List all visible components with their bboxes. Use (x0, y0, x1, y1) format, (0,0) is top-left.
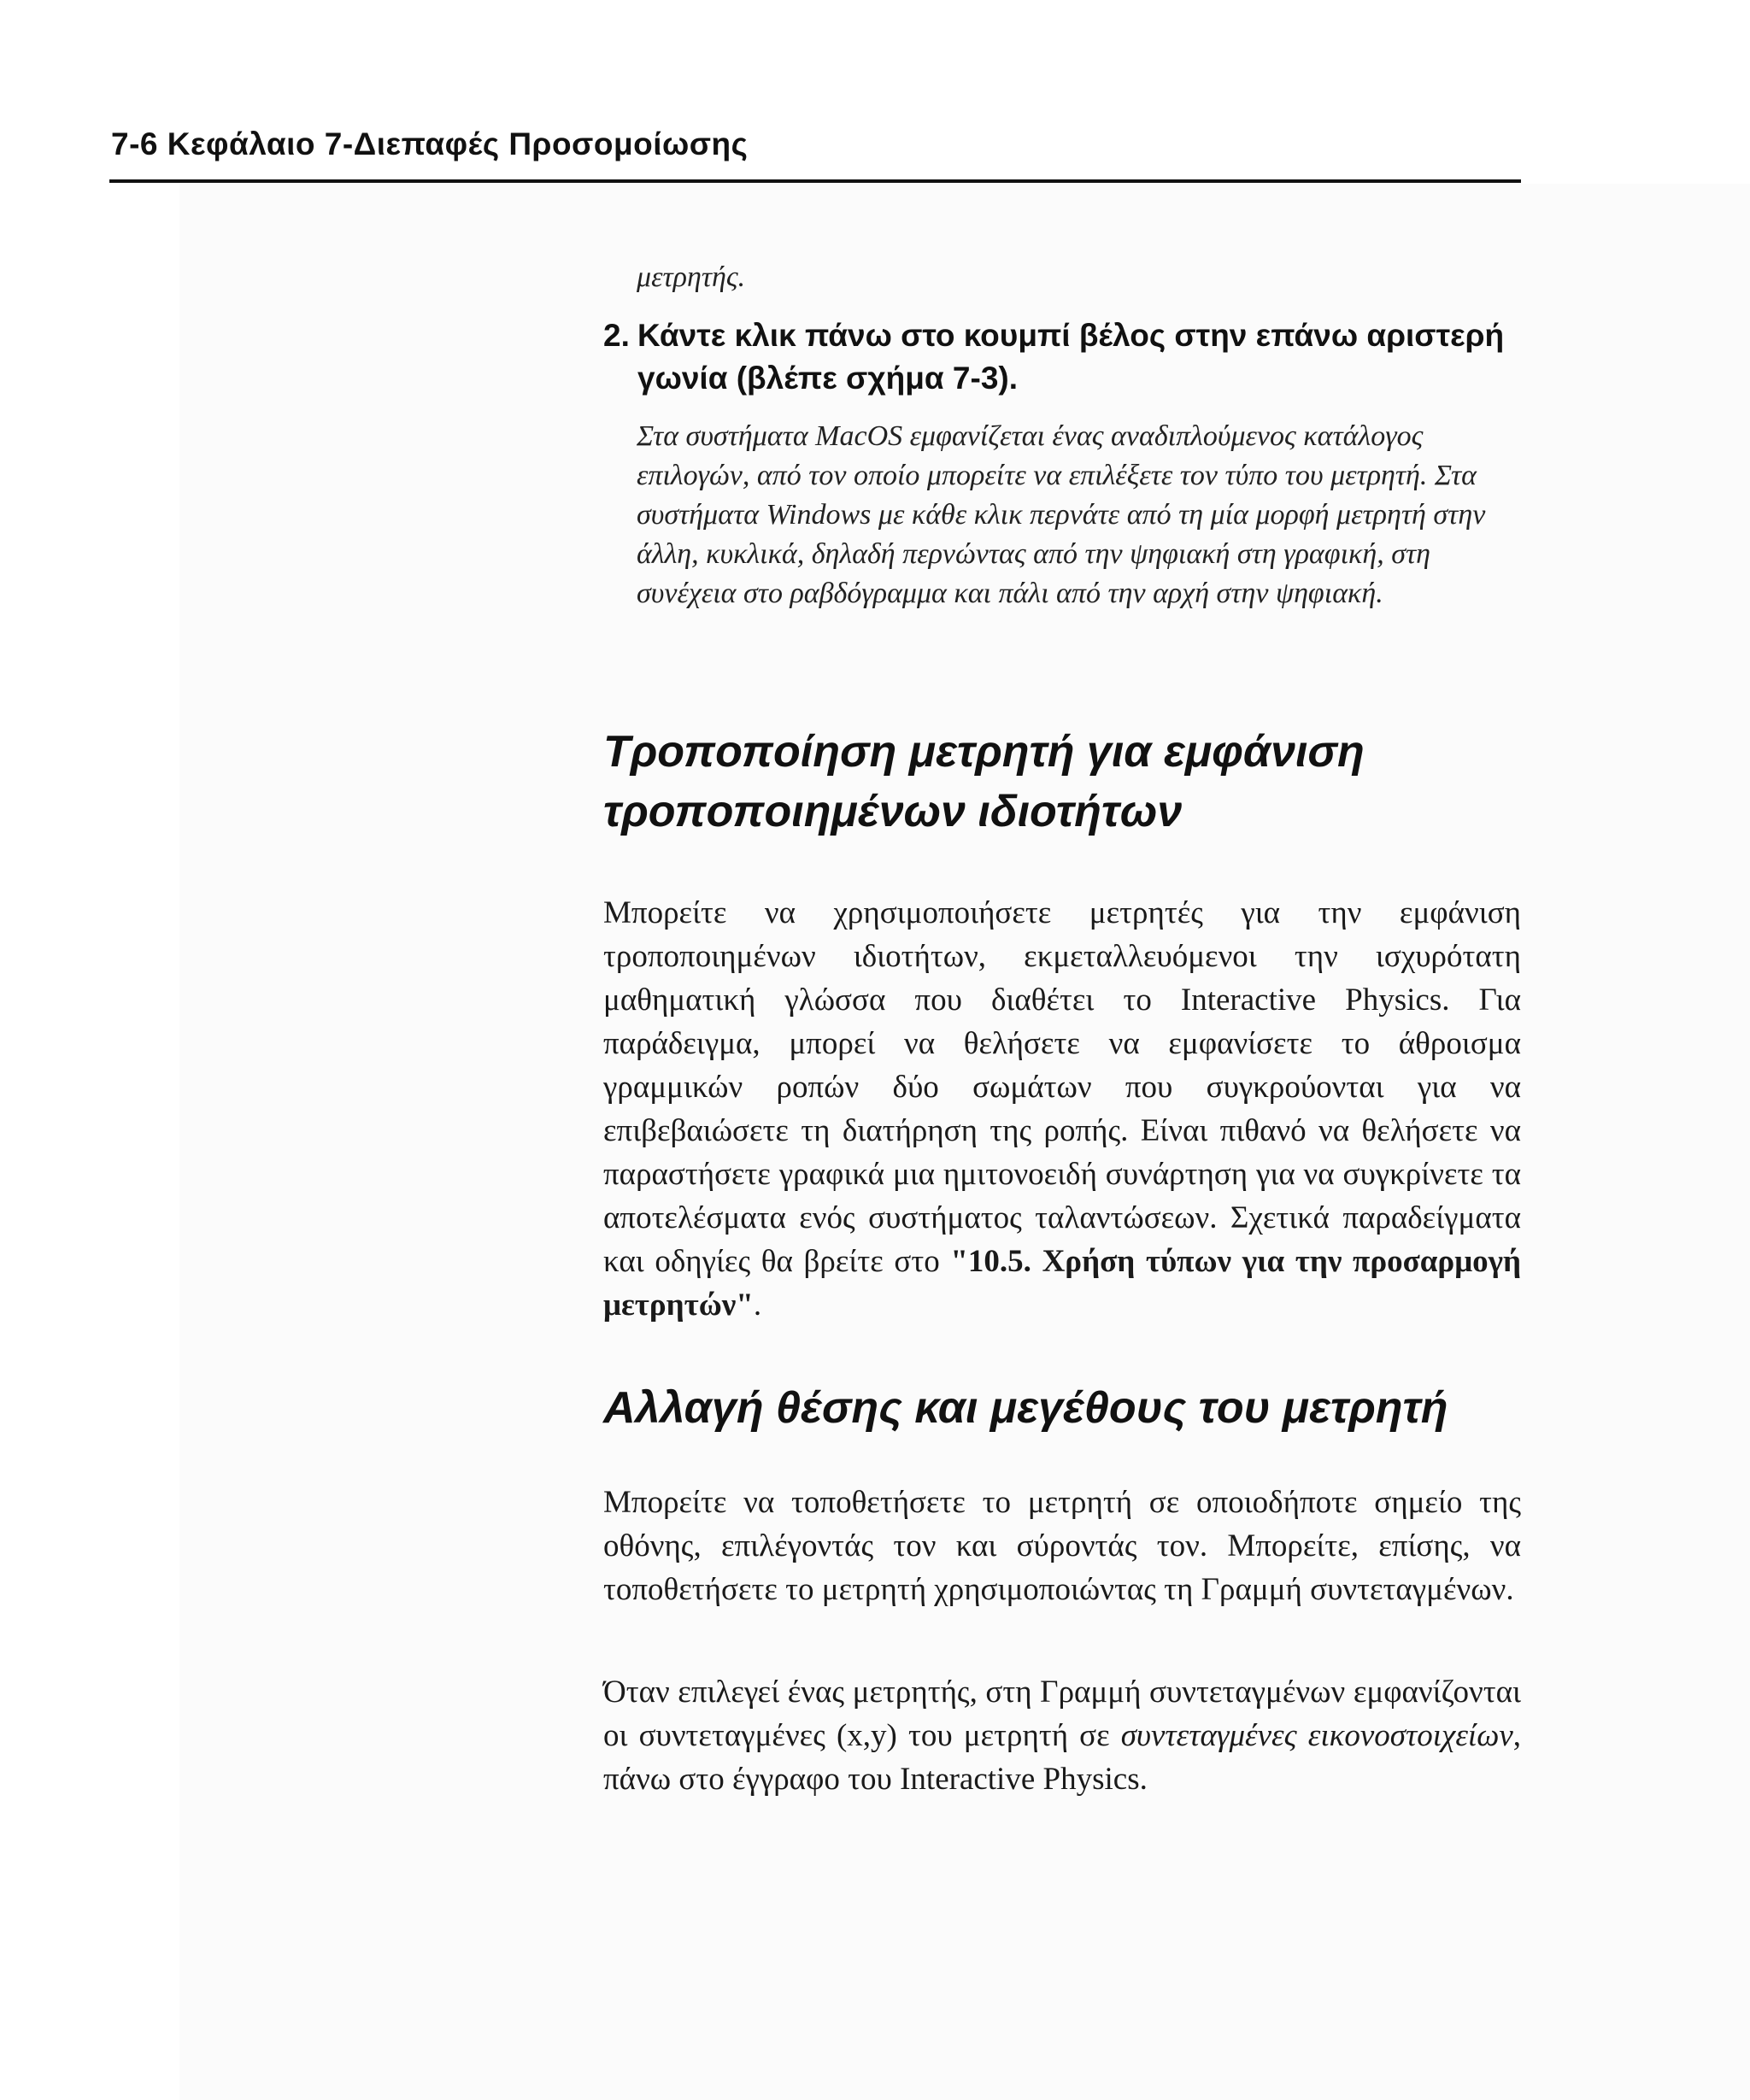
paragraph-end: , πάνω στο έγγραφο του Interactive Physics. (603, 1718, 1521, 1797)
header-rule (109, 179, 1521, 183)
section-heading-position-size: Αλλαγή θέσης και μεγέθους του μετρητή (603, 1383, 1448, 1433)
step-note: Στα συστήματα MacOS εμφανίζεται ένας αναδιπλούμενος κατάλογος επιλογών, από τον οποίο μπορείτε να επιλέξετε τον τύπο του μετρητή. Στα συστήματα Windows με κάθε κλικ περνάτε από τη μία μορφή μετρητή στην άλλη, κυκλικά, δηλαδή περνώντας από την ψηφιακή στη γραφική, στη συνέχεια στο ραβδόγραμμα και πάλι από την αρχή στην ψηφιακή. (637, 420, 1486, 609)
cross-reference: "10.5. Χρήση τύπων για την προσαρμογή μετρητών" (603, 1244, 1521, 1323)
section-paragraph (603, 1670, 1521, 1801)
paragraph-text: Μπορείτε να χρησιμοποιήσετε μετρητές για την εμφάνιση τροποποιημένων ιδιοτήτων, εκμεταλλευόμενοι την ισχυρότατη μαθηματική γλώσσα που διαθέτει το Interactive Physics. Για παράδειγμα, μπορεί να θελήσετε να εμφανίσετε το άθροισμα γραμμικών ροπών δύο σωμάτων που συγκρούονται για να επιβεβαιώσετε τη διατήρηση της ροπής. Είναι πιθανό να θελήσετε να παραστήσετε γραφικά μια ημιτονοειδή συνάρτηση για να συγκρίνετε τα αποτελέσματα ενός συστήματος ταλαντώσεων. Σχετικά παραδείγματα και οδηγίες θα βρείτε στο (603, 895, 1521, 1279)
section-heading-custom-properties: Τροποποίηση μετρητή για εμφάνιση τροποποιημένων ιδιοτήτων (603, 727, 1365, 836)
running-head: 7-6 Κεφάλαιο 7-Διεπαφές Προσομοίωσης (111, 126, 749, 161)
section-paragraph (603, 891, 1521, 1327)
continuation-text: μετρητής. (637, 261, 746, 293)
paragraph-text: Όταν επιλεγεί ένας μετρητής, στη Γραμμή συντεταγμένων εμφανίζονται οι συντεταγμένες (x,y) του μετρητή σε (603, 1675, 1521, 1753)
section-paragraph: Μπορείτε να τοποθετήσετε το μετρητή σε οποιοδήποτε σημείο της οθόνης, επιλέγοντάς τον και σύροντάς τον. Μπορείτε, επίσης, να τοποθετήσετε το μετρητή χρησιμοποιώντας τη Γραμμή συντεταγμένων. (603, 1485, 1521, 1607)
step-title: Κάντε κλικ πάνω στο κουμπί βέλος στην επάνω αριστερή γωνία (βλέπε σχήμα 7-3). (637, 318, 1505, 396)
paragraph-end: . (753, 1288, 762, 1323)
italic-term: συντεταγμένες εικονοστοιχείων (1120, 1718, 1513, 1753)
step-number: 2. (603, 318, 630, 353)
step-2 (603, 314, 1521, 400)
